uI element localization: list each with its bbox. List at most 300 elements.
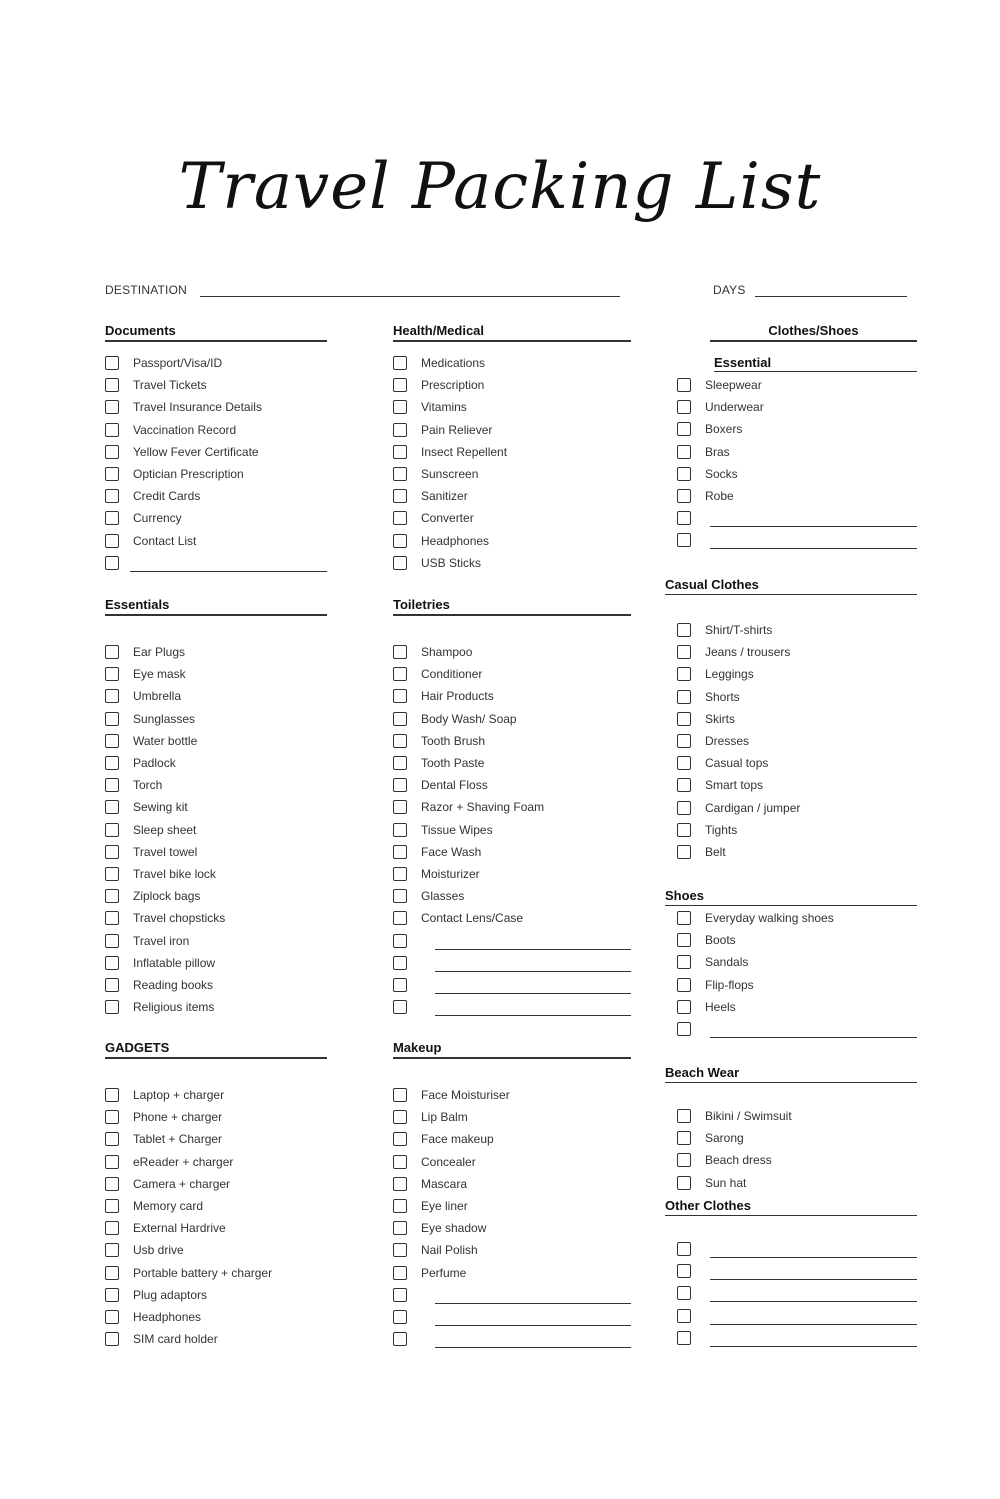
checklist-item[interactable] — [105, 930, 189, 952]
checkbox[interactable] — [393, 1243, 407, 1257]
blank-write-in-line[interactable] — [710, 1279, 917, 1280]
checkbox[interactable] — [105, 978, 119, 992]
section-title: Toiletries — [393, 597, 450, 612]
checklist-item[interactable] — [393, 396, 467, 418]
checkbox[interactable] — [393, 823, 407, 837]
checkbox[interactable] — [105, 800, 119, 814]
checkbox[interactable] — [677, 489, 691, 503]
checklist-item[interactable] — [105, 708, 195, 730]
blank-write-in-line[interactable] — [710, 1346, 917, 1347]
days-label: DAYS — [713, 283, 746, 297]
checklist-item[interactable] — [393, 374, 484, 396]
makeup-section — [393, 1040, 631, 1280]
blank-checklist-item[interactable] — [677, 1282, 691, 1304]
checklist-item-label: Shampoo — [421, 645, 473, 659]
checklist-item[interactable] — [105, 907, 225, 929]
checkbox[interactable] — [105, 712, 119, 726]
checkbox[interactable] — [677, 533, 691, 547]
checklist-item[interactable] — [105, 530, 196, 552]
checkbox[interactable] — [105, 734, 119, 748]
checkbox[interactable] — [393, 534, 407, 548]
checkbox[interactable] — [105, 1266, 119, 1280]
subsection-title: Essential — [714, 355, 917, 372]
checkbox[interactable] — [393, 1221, 407, 1235]
blank-checklist-item[interactable] — [677, 1305, 691, 1327]
section-title: GADGETS — [105, 1040, 170, 1055]
checklist-item-label: Credit Cards — [133, 489, 201, 504]
checkbox[interactable] — [677, 1109, 691, 1123]
checkbox[interactable] — [393, 911, 407, 925]
checkbox[interactable] — [105, 1310, 119, 1324]
days-field[interactable] — [755, 296, 907, 297]
checklist-item-label: Heels — [705, 999, 736, 1014]
checklist-item[interactable] — [393, 774, 488, 796]
checklist-item[interactable] — [393, 685, 494, 707]
checklist-item[interactable] — [393, 752, 484, 774]
checklist-item[interactable] — [105, 1173, 230, 1195]
checkbox[interactable] — [105, 534, 119, 548]
checklist-item[interactable] — [677, 819, 737, 841]
checklist-item-label: Medications — [421, 356, 486, 370]
checklist-item-label: Moisturizer — [421, 867, 480, 881]
blank-write-in-line[interactable] — [435, 993, 631, 994]
checklist-item[interactable] — [393, 463, 478, 485]
checkbox[interactable] — [677, 1242, 691, 1256]
checklist-item[interactable] — [393, 663, 482, 685]
checklist-item-label: Eye shadow — [421, 1221, 487, 1236]
checklist-item[interactable] — [105, 396, 262, 418]
checkbox[interactable] — [393, 667, 407, 681]
checkbox[interactable] — [105, 689, 119, 703]
blank-checklist-item[interactable] — [393, 1328, 407, 1350]
section-rule — [393, 340, 631, 342]
checklist-item[interactable] — [105, 1084, 224, 1106]
checkbox[interactable] — [105, 511, 119, 525]
checklist-item-label: Usb drive — [133, 1243, 184, 1258]
checklist-item[interactable] — [105, 796, 188, 818]
blank-write-in-line[interactable] — [710, 1037, 917, 1038]
checklist-item[interactable] — [105, 885, 200, 907]
section-title: Casual Clothes — [665, 577, 759, 592]
checkbox[interactable] — [677, 712, 691, 726]
blank-checklist-item[interactable] — [393, 1284, 407, 1306]
checklist-item[interactable] — [105, 1284, 207, 1306]
blank-checklist-item[interactable] — [393, 952, 407, 974]
checkbox[interactable] — [393, 1088, 407, 1102]
checkbox[interactable] — [677, 801, 691, 815]
section-title: Essentials — [105, 597, 170, 612]
checklist-item[interactable] — [677, 485, 734, 507]
checkbox[interactable] — [393, 1310, 407, 1324]
casual-clothes-section — [665, 577, 917, 859]
checkbox[interactable] — [393, 1155, 407, 1169]
checklist-item-label: External Hardrive — [133, 1221, 226, 1236]
checklist-item[interactable] — [105, 841, 197, 863]
checklist-item[interactable] — [393, 1217, 486, 1239]
checklist-item[interactable] — [393, 1262, 466, 1284]
checkbox[interactable] — [105, 1332, 119, 1346]
checkbox[interactable] — [677, 933, 691, 947]
checklist-item[interactable] — [105, 485, 200, 507]
checkbox[interactable] — [393, 867, 407, 881]
checklist-item-label: Nail Polish — [421, 1243, 478, 1258]
checklist-item[interactable] — [677, 418, 742, 440]
checklist-item[interactable] — [105, 1328, 218, 1350]
checkbox[interactable] — [105, 778, 119, 792]
checkbox[interactable] — [105, 823, 119, 837]
checkbox[interactable] — [105, 1132, 119, 1146]
checklist-item-label: Sanitizer — [421, 489, 468, 504]
checklist-item[interactable] — [393, 819, 493, 841]
checklist-item-label: Tooth Brush — [421, 733, 486, 748]
checkbox[interactable] — [105, 1088, 119, 1102]
checklist-item[interactable] — [677, 374, 762, 396]
checklist-item[interactable] — [677, 1127, 744, 1149]
checklist-item[interactable] — [105, 952, 215, 974]
checkbox[interactable] — [105, 1177, 119, 1191]
checkbox[interactable] — [677, 511, 691, 525]
blank-write-in-line[interactable] — [710, 526, 917, 527]
checklist-item-label: Dental Floss — [421, 778, 488, 793]
checklist-item[interactable] — [677, 1105, 792, 1127]
checklist-item[interactable] — [393, 730, 485, 752]
checklist-item[interactable] — [105, 752, 176, 774]
checkbox[interactable] — [677, 734, 691, 748]
checklist-item-label: Sarong — [705, 1131, 744, 1146]
checklist-item-label: Body Wash/ Soap — [421, 711, 517, 726]
checkbox[interactable] — [393, 467, 407, 481]
checkbox[interactable] — [677, 1309, 691, 1323]
checklist-item[interactable] — [393, 796, 544, 818]
checklist-item-label: Travel towel — [133, 844, 198, 859]
checklist-item-label: Religious items — [133, 1000, 215, 1015]
checkbox[interactable] — [393, 1266, 407, 1280]
checklist-item-label: Jeans / trousers — [705, 645, 791, 660]
checklist-item-label: Concealer — [421, 1154, 476, 1169]
blank-checklist-item[interactable] — [105, 552, 119, 574]
checklist-item-label: Contact List — [133, 533, 197, 548]
checklist-item[interactable] — [677, 797, 800, 819]
checklist-item[interactable] — [677, 1172, 746, 1194]
checklist-item[interactable] — [105, 1128, 222, 1150]
checklist-item[interactable] — [393, 1151, 476, 1173]
checklist-item-label: Umbrella — [133, 689, 182, 704]
checkbox[interactable] — [677, 778, 691, 792]
checklist-item[interactable] — [393, 863, 480, 885]
checklist-item-label: Insect Repellent — [421, 444, 508, 459]
checkbox[interactable] — [393, 1000, 407, 1014]
checklist-item[interactable] — [105, 441, 259, 463]
checklist-item[interactable] — [105, 1306, 201, 1328]
checkbox[interactable] — [677, 378, 691, 392]
checkbox[interactable] — [393, 934, 407, 948]
checkbox[interactable] — [393, 556, 407, 570]
checkbox[interactable] — [677, 823, 691, 837]
checklist-item[interactable] — [677, 1149, 772, 1171]
checklist-item[interactable] — [105, 1217, 226, 1239]
checklist-item-label: Inflatable pillow — [133, 955, 216, 970]
blank-write-in-line[interactable] — [710, 548, 917, 549]
blank-write-in-line[interactable] — [435, 1015, 631, 1016]
blank-checklist-item[interactable] — [677, 1018, 691, 1040]
checklist-item[interactable] — [105, 685, 181, 707]
checkbox[interactable] — [677, 467, 691, 481]
checklist-item[interactable] — [105, 507, 182, 529]
checklist-item[interactable] — [393, 885, 464, 907]
checkbox[interactable] — [393, 423, 407, 437]
blank-checklist-item[interactable] — [393, 996, 407, 1018]
checkbox[interactable] — [393, 1110, 407, 1124]
checkbox[interactable] — [105, 911, 119, 925]
checklist-item[interactable] — [677, 974, 754, 996]
checklist-item[interactable] — [677, 641, 790, 663]
blank-checklist-item[interactable] — [393, 930, 407, 952]
checkbox[interactable] — [105, 645, 119, 659]
checkbox[interactable] — [393, 378, 407, 392]
checkbox[interactable] — [393, 400, 407, 414]
checkbox[interactable] — [393, 445, 407, 459]
checkbox[interactable] — [677, 400, 691, 414]
checkbox[interactable] — [677, 756, 691, 770]
checklist-item[interactable] — [105, 1106, 222, 1128]
checkbox[interactable] — [677, 645, 691, 659]
checkbox[interactable] — [393, 712, 407, 726]
section-title: Shoes — [665, 888, 705, 903]
checkbox[interactable] — [393, 645, 407, 659]
checklist-item-label: Water bottle — [133, 733, 198, 748]
checklist-item-label: Casual tops — [705, 756, 769, 771]
checkbox[interactable] — [393, 756, 407, 770]
checkbox[interactable] — [393, 1288, 407, 1302]
checklist-item[interactable] — [677, 396, 764, 418]
checklist-item-label: Plug adaptors — [133, 1287, 208, 1302]
checklist-item[interactable] — [393, 1173, 467, 1195]
checkbox[interactable] — [393, 956, 407, 970]
checklist-item[interactable] — [677, 996, 736, 1018]
checkbox[interactable] — [105, 1000, 119, 1014]
blank-checklist-item[interactable] — [677, 1260, 691, 1282]
checkbox[interactable] — [105, 1243, 119, 1257]
checkbox[interactable] — [105, 1199, 119, 1213]
checklist-item[interactable] — [677, 441, 730, 463]
blank-write-in-line[interactable] — [435, 1347, 631, 1348]
blank-write-in-line[interactable] — [435, 971, 631, 972]
checklist-item[interactable] — [677, 708, 735, 730]
checklist-item[interactable] — [677, 463, 738, 485]
checklist-item[interactable] — [677, 730, 749, 752]
checklist-item-label: Memory card — [133, 1199, 204, 1213]
checkbox[interactable] — [105, 423, 119, 437]
checklist-item[interactable] — [677, 619, 772, 641]
checklist-item[interactable] — [105, 641, 185, 663]
checklist-item[interactable] — [393, 1128, 494, 1150]
checkbox[interactable] — [677, 1022, 691, 1036]
blank-write-in-line[interactable] — [710, 1301, 917, 1302]
checklist-item[interactable] — [677, 774, 763, 796]
blank-checklist-item[interactable] — [677, 529, 691, 551]
checklist-item[interactable] — [393, 1084, 510, 1106]
section-title: Beach Wear — [665, 1065, 740, 1080]
checklist-item[interactable] — [677, 752, 768, 774]
checklist-item-label: Beach dress — [705, 1153, 772, 1168]
checklist-item-label: Converter — [421, 511, 474, 526]
checklist-item-label: Eye liner — [421, 1199, 468, 1213]
checklist-item[interactable] — [105, 863, 216, 885]
blank-write-in-line[interactable] — [435, 1325, 631, 1326]
checklist-item-label: Sleep sheet — [133, 822, 197, 837]
checklist-item[interactable] — [677, 663, 754, 685]
checkbox[interactable] — [677, 445, 691, 459]
checklist-item[interactable] — [677, 929, 736, 951]
checklist-item-label: Bikini / Swimsuit — [705, 1109, 792, 1123]
checklist-item-label: Face Wash — [421, 844, 482, 859]
checkbox[interactable] — [677, 1286, 691, 1300]
checkbox[interactable] — [105, 400, 119, 414]
checklist-item-label: Underwear — [705, 400, 764, 415]
checklist-item[interactable] — [393, 419, 492, 441]
checkbox[interactable] — [393, 1199, 407, 1213]
checkbox[interactable] — [393, 356, 407, 370]
checkbox[interactable] — [393, 1332, 407, 1346]
checkbox[interactable] — [393, 1132, 407, 1146]
checkbox[interactable] — [677, 623, 691, 637]
checkbox[interactable] — [677, 1131, 691, 1145]
checklist-item-label: Phone + charger — [133, 1110, 223, 1125]
checklist-item[interactable] — [393, 352, 485, 374]
checkbox[interactable] — [393, 800, 407, 814]
checkbox[interactable] — [105, 934, 119, 948]
checkbox[interactable] — [393, 734, 407, 748]
checkbox[interactable] — [393, 845, 407, 859]
checkbox[interactable] — [105, 667, 119, 681]
checkbox[interactable] — [677, 1331, 691, 1345]
section-title: Makeup — [393, 1040, 442, 1055]
checkbox[interactable] — [105, 756, 119, 770]
checklist-item[interactable] — [393, 907, 523, 929]
checkbox[interactable] — [393, 1177, 407, 1191]
checkbox[interactable] — [105, 445, 119, 459]
checklist-item-label: Socks — [705, 466, 738, 481]
checkbox[interactable] — [677, 1153, 691, 1167]
checkbox[interactable] — [105, 356, 119, 370]
blank-write-in-line[interactable] — [130, 571, 327, 572]
checkbox[interactable] — [105, 467, 119, 481]
destination-field[interactable] — [200, 296, 620, 297]
checklist-item[interactable] — [105, 463, 244, 485]
checklist-item[interactable] — [393, 507, 474, 529]
checkbox[interactable] — [677, 1000, 691, 1014]
checkbox[interactable] — [105, 956, 119, 970]
checklist-item-label: Headphones — [421, 533, 490, 548]
checklist-item[interactable] — [105, 996, 214, 1018]
checklist-item-label: Boxers — [705, 422, 743, 437]
checkbox[interactable] — [105, 889, 119, 903]
checkbox[interactable] — [677, 690, 691, 704]
checklist-item-label: Passport/Visa/ID — [133, 356, 223, 370]
checkbox[interactable] — [393, 489, 407, 503]
checklist-item[interactable] — [677, 686, 740, 708]
checkbox[interactable] — [105, 1110, 119, 1124]
checklist-item[interactable] — [105, 1195, 203, 1217]
checkbox[interactable] — [105, 489, 119, 503]
blank-checklist-item[interactable] — [677, 1327, 691, 1349]
checklist-item[interactable] — [105, 419, 236, 441]
checklist-item[interactable] — [105, 819, 196, 841]
checklist-item[interactable] — [393, 552, 481, 574]
checkbox[interactable] — [393, 778, 407, 792]
checkbox[interactable] — [677, 845, 691, 859]
toiletries-section — [393, 597, 631, 926]
checkbox[interactable] — [105, 556, 119, 570]
checkbox[interactable] — [393, 511, 407, 525]
blank-write-in-line[interactable] — [710, 1257, 917, 1258]
checklist-item[interactable] — [393, 641, 472, 663]
checkbox[interactable] — [677, 422, 691, 436]
checkbox[interactable] — [105, 1155, 119, 1169]
checkbox[interactable] — [677, 955, 691, 969]
checklist-item[interactable] — [393, 530, 489, 552]
checkbox[interactable] — [393, 889, 407, 903]
checkbox[interactable] — [677, 667, 691, 681]
checkbox[interactable] — [393, 689, 407, 703]
section-rule — [105, 340, 327, 342]
checkbox[interactable] — [105, 867, 119, 881]
blank-write-in-line[interactable] — [710, 1324, 917, 1325]
checklist-item[interactable] — [105, 374, 207, 396]
checklist-item[interactable] — [105, 1239, 184, 1261]
blank-write-in-line[interactable] — [435, 949, 631, 950]
checklist-item[interactable] — [105, 974, 213, 996]
blank-checklist-item[interactable] — [677, 507, 691, 529]
checklist-item[interactable] — [105, 774, 162, 796]
checklist-item-label: Tights — [705, 822, 738, 837]
checklist-item[interactable] — [393, 708, 517, 730]
checkbox[interactable] — [677, 911, 691, 925]
checkbox[interactable] — [105, 378, 119, 392]
checklist-item[interactable] — [105, 1151, 233, 1173]
checklist-item[interactable] — [393, 441, 507, 463]
checkbox[interactable] — [677, 1176, 691, 1190]
checklist-item[interactable] — [105, 352, 222, 374]
checklist-item[interactable] — [105, 730, 197, 752]
checklist-item-label: Everyday walking shoes — [705, 911, 834, 925]
checklist-item[interactable] — [393, 1239, 478, 1261]
checklist-item-label: Torch — [133, 778, 163, 793]
checklist-item[interactable] — [677, 951, 748, 973]
checkbox[interactable] — [105, 1288, 119, 1302]
checklist-item[interactable] — [393, 1106, 468, 1128]
blank-checklist-item[interactable] — [677, 1238, 691, 1260]
blank-checklist-item[interactable] — [393, 1306, 407, 1328]
checklist-item[interactable] — [105, 663, 186, 685]
checkbox[interactable] — [105, 1221, 119, 1235]
checklist-item[interactable] — [105, 1262, 272, 1284]
checklist-item[interactable] — [677, 841, 726, 863]
blank-write-in-line[interactable] — [435, 1303, 631, 1304]
checkbox[interactable] — [393, 978, 407, 992]
checkbox[interactable] — [677, 978, 691, 992]
section-rule — [105, 614, 327, 616]
checklist-item[interactable] — [393, 1195, 468, 1217]
checklist-item[interactable] — [677, 907, 834, 929]
checklist-item-label: Ear Plugs — [133, 645, 186, 659]
blank-checklist-item[interactable] — [393, 974, 407, 996]
checkbox[interactable] — [105, 845, 119, 859]
checkbox[interactable] — [677, 1264, 691, 1278]
checklist-item[interactable] — [393, 841, 481, 863]
checklist-item-label: Face Moisturiser — [421, 1088, 510, 1102]
checklist-item[interactable] — [393, 485, 468, 507]
